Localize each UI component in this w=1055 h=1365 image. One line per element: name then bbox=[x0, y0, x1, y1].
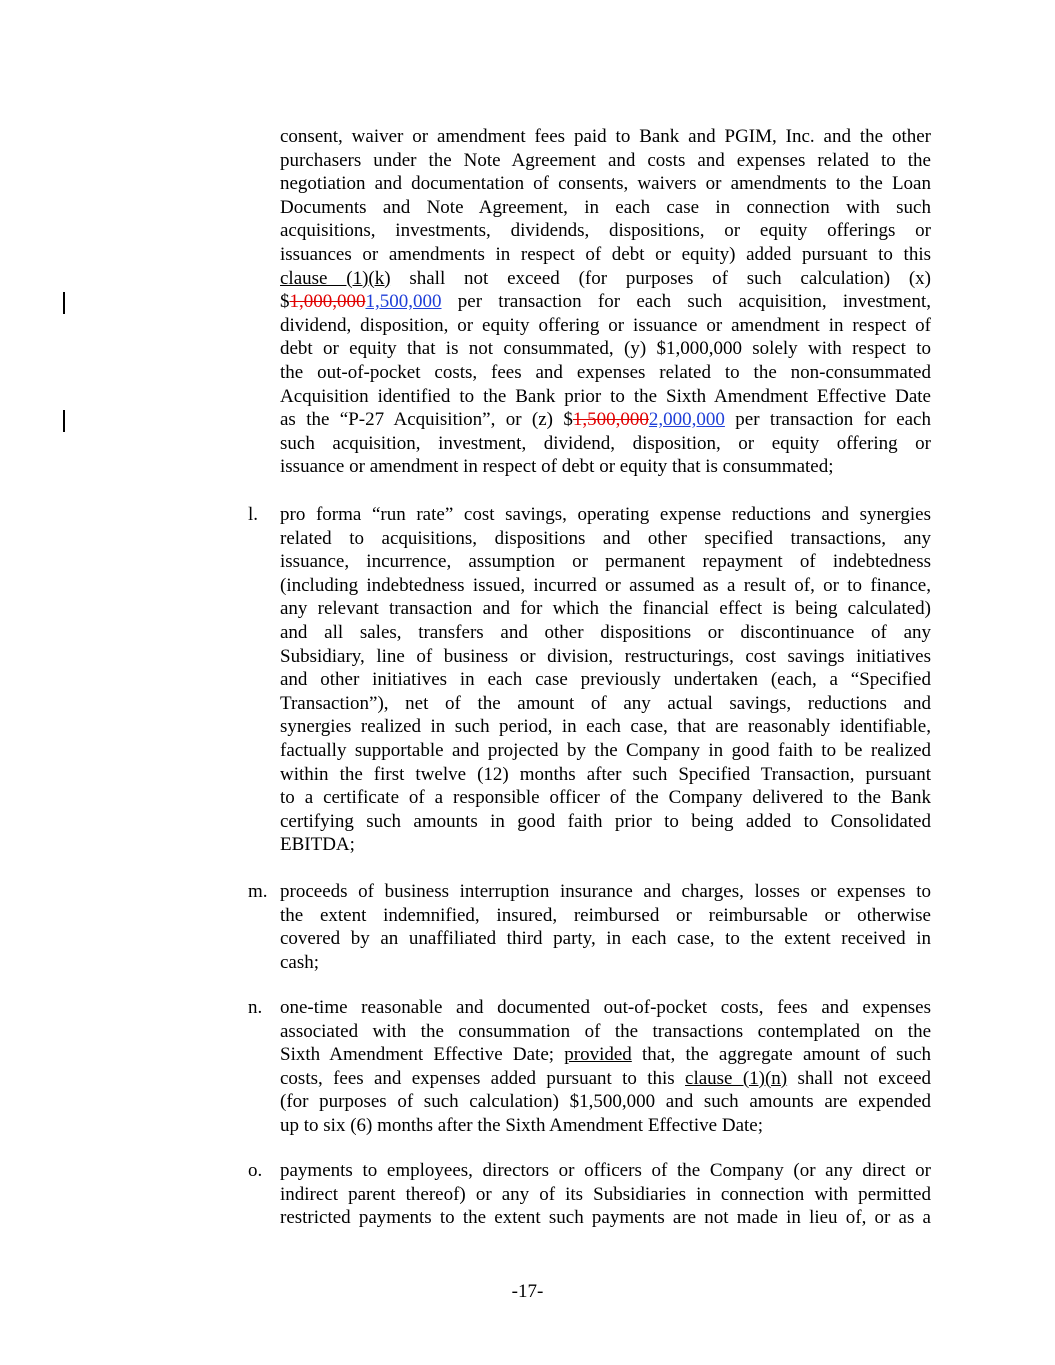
inserted-amount: 1,500,000 bbox=[365, 291, 442, 313]
text-line: pro forma “run rate” cost savings, operating expense reductions and synergies bbox=[280, 504, 931, 525]
text-line: Sixth Amendment Effective Date; provided that, the aggregate amount of such bbox=[280, 1044, 932, 1066]
list-marker-n: n. bbox=[248, 997, 263, 1018]
text-line: issuance or amendment in respect of debt or equity that is consummated; bbox=[280, 456, 834, 478]
text-line: within the first twelve (12) months after such Specified Transaction, pursuant bbox=[280, 763, 931, 785]
text-line: associated with the consummation of the transactions contemplated on the bbox=[280, 1020, 931, 1042]
inserted-amount: 2,000,000 bbox=[648, 409, 725, 431]
text-line: issuance, incurrence, assumption or permanent repayment of indebtedness bbox=[280, 551, 931, 573]
text-line: Transaction”), net of the amount of any actual savings, reductions and bbox=[280, 692, 931, 714]
provided-term: provided bbox=[564, 1044, 632, 1066]
deleted-amount: 1,000,000 bbox=[289, 291, 366, 313]
text-line: up to six (6) months after the Sixth Amendment Effective Date; bbox=[280, 1114, 763, 1136]
text-line: to a certificate of a responsible officer of the Company delivered to the Bank bbox=[280, 787, 931, 809]
clause-n bbox=[280, 996, 931, 1138]
text-line: such acquisition, investment, dividend, disposition, or equity offering or bbox=[280, 432, 931, 454]
deleted-amount: 1,500,000 bbox=[572, 409, 649, 431]
clause-l bbox=[280, 503, 931, 857]
text-line: cash; bbox=[280, 951, 320, 973]
text-line: the extent indemnified, insured, reimbursed or reimbursable or otherwise bbox=[280, 904, 931, 926]
change-bar bbox=[63, 292, 65, 314]
text-line: costs, fees and expenses added pursuant to this clause (1)(n) shall not exceed bbox=[280, 1067, 932, 1089]
text-line: as the “P-27 Acquisition”, or (z) $1,500,0002,000,000 per transaction for each bbox=[280, 409, 931, 431]
text-line: certifying such amounts in good faith prior to being added to Consolidated bbox=[280, 810, 931, 832]
text-line: the out-of-pocket costs, fees and expenses related to the non-consummated bbox=[280, 361, 931, 383]
clause-k-continuation bbox=[280, 125, 931, 479]
clause-m bbox=[280, 880, 931, 974]
text-line: issuances or amendments in respect of debt or equity) added pursuant to this bbox=[280, 243, 931, 265]
text-line: any relevant transaction and for which the financial effect is being calculated) bbox=[280, 598, 931, 620]
text-line: indirect parent thereof) or any of its Subsidiaries in connection with permitted bbox=[280, 1183, 931, 1205]
text-line: and all sales, transfers and other dispositions or discontinuance of any bbox=[280, 621, 931, 643]
text-line: (for purposes of such calculation) $1,500,000 and such amounts are expended bbox=[280, 1091, 931, 1113]
text-line: (including indebtedness issued, incurred or assumed as a result of, or to finance, bbox=[280, 574, 931, 596]
list-marker-l: l. bbox=[248, 504, 259, 525]
text-line: clause (1)(k) shall not exceed (for purposes of such calculation) (x) bbox=[280, 267, 931, 289]
text-line: restricted payments to the extent such payments are not made in lieu of, or as a bbox=[280, 1207, 931, 1229]
text-line: synergies realized in such period, in each case, that are reasonably identifiable, bbox=[280, 716, 931, 738]
text-line: and other initiatives in each case previously undertaken (each, a “Specified bbox=[280, 669, 931, 691]
text-line: payments to employees, directors or officers of the Company (or any direct or bbox=[280, 1160, 931, 1181]
clause-o bbox=[280, 1159, 931, 1230]
text-line: covered by an unaffiliated third party, in each case, to the extent received in bbox=[280, 928, 931, 950]
text-line: proceeds of business interruption insurance and charges, losses or expenses to bbox=[280, 881, 931, 902]
text-line: Subsidiary, line of business or division, restructurings, cost savings initiatives bbox=[280, 645, 931, 667]
text-line: consent, waiver or amendment fees paid to Bank and PGIM, Inc. and the other bbox=[280, 126, 931, 147]
text-line: Documents and Note Agreement, in each case in connection with such bbox=[280, 196, 931, 218]
list-marker-m: m. bbox=[248, 881, 268, 902]
text-line: $1,000,0001,500,000 per transaction for each such acquisition, investment, bbox=[280, 291, 931, 313]
text-line: negotiation and documentation of consents, waivers or amendments to the Loan bbox=[280, 173, 931, 195]
text-line: related to acquisitions, dispositions and other specified transactions, any bbox=[280, 527, 931, 549]
text-line: dividend, disposition, or equity offering or issuance or amendment in respect of bbox=[280, 314, 931, 336]
text-line: debt or equity that is not consummated, (y) $1,000,000 solely with respect to bbox=[280, 338, 931, 360]
text-line: Acquisition identified to the Bank prior to the Sixth Amendment Effective Date bbox=[280, 385, 931, 407]
list-marker-o: o. bbox=[248, 1160, 263, 1181]
text-line: acquisitions, investments, dividends, dispositions, or equity offerings or bbox=[280, 220, 931, 242]
text-line: one-time reasonable and documented out-of-pocket costs, fees and expenses bbox=[280, 997, 931, 1018]
text-line: purchasers under the Note Agreement and costs and expenses related to the bbox=[280, 149, 931, 171]
text-line: EBITDA; bbox=[280, 834, 355, 856]
change-bar bbox=[63, 410, 65, 432]
text-line: factually supportable and projected by the Company in good faith to be realized bbox=[280, 739, 931, 761]
clause-reference: clause (1)(n) bbox=[685, 1067, 788, 1089]
clause-reference: clause (1)(k) bbox=[280, 267, 391, 289]
page-number: -17- bbox=[511, 1281, 544, 1302]
